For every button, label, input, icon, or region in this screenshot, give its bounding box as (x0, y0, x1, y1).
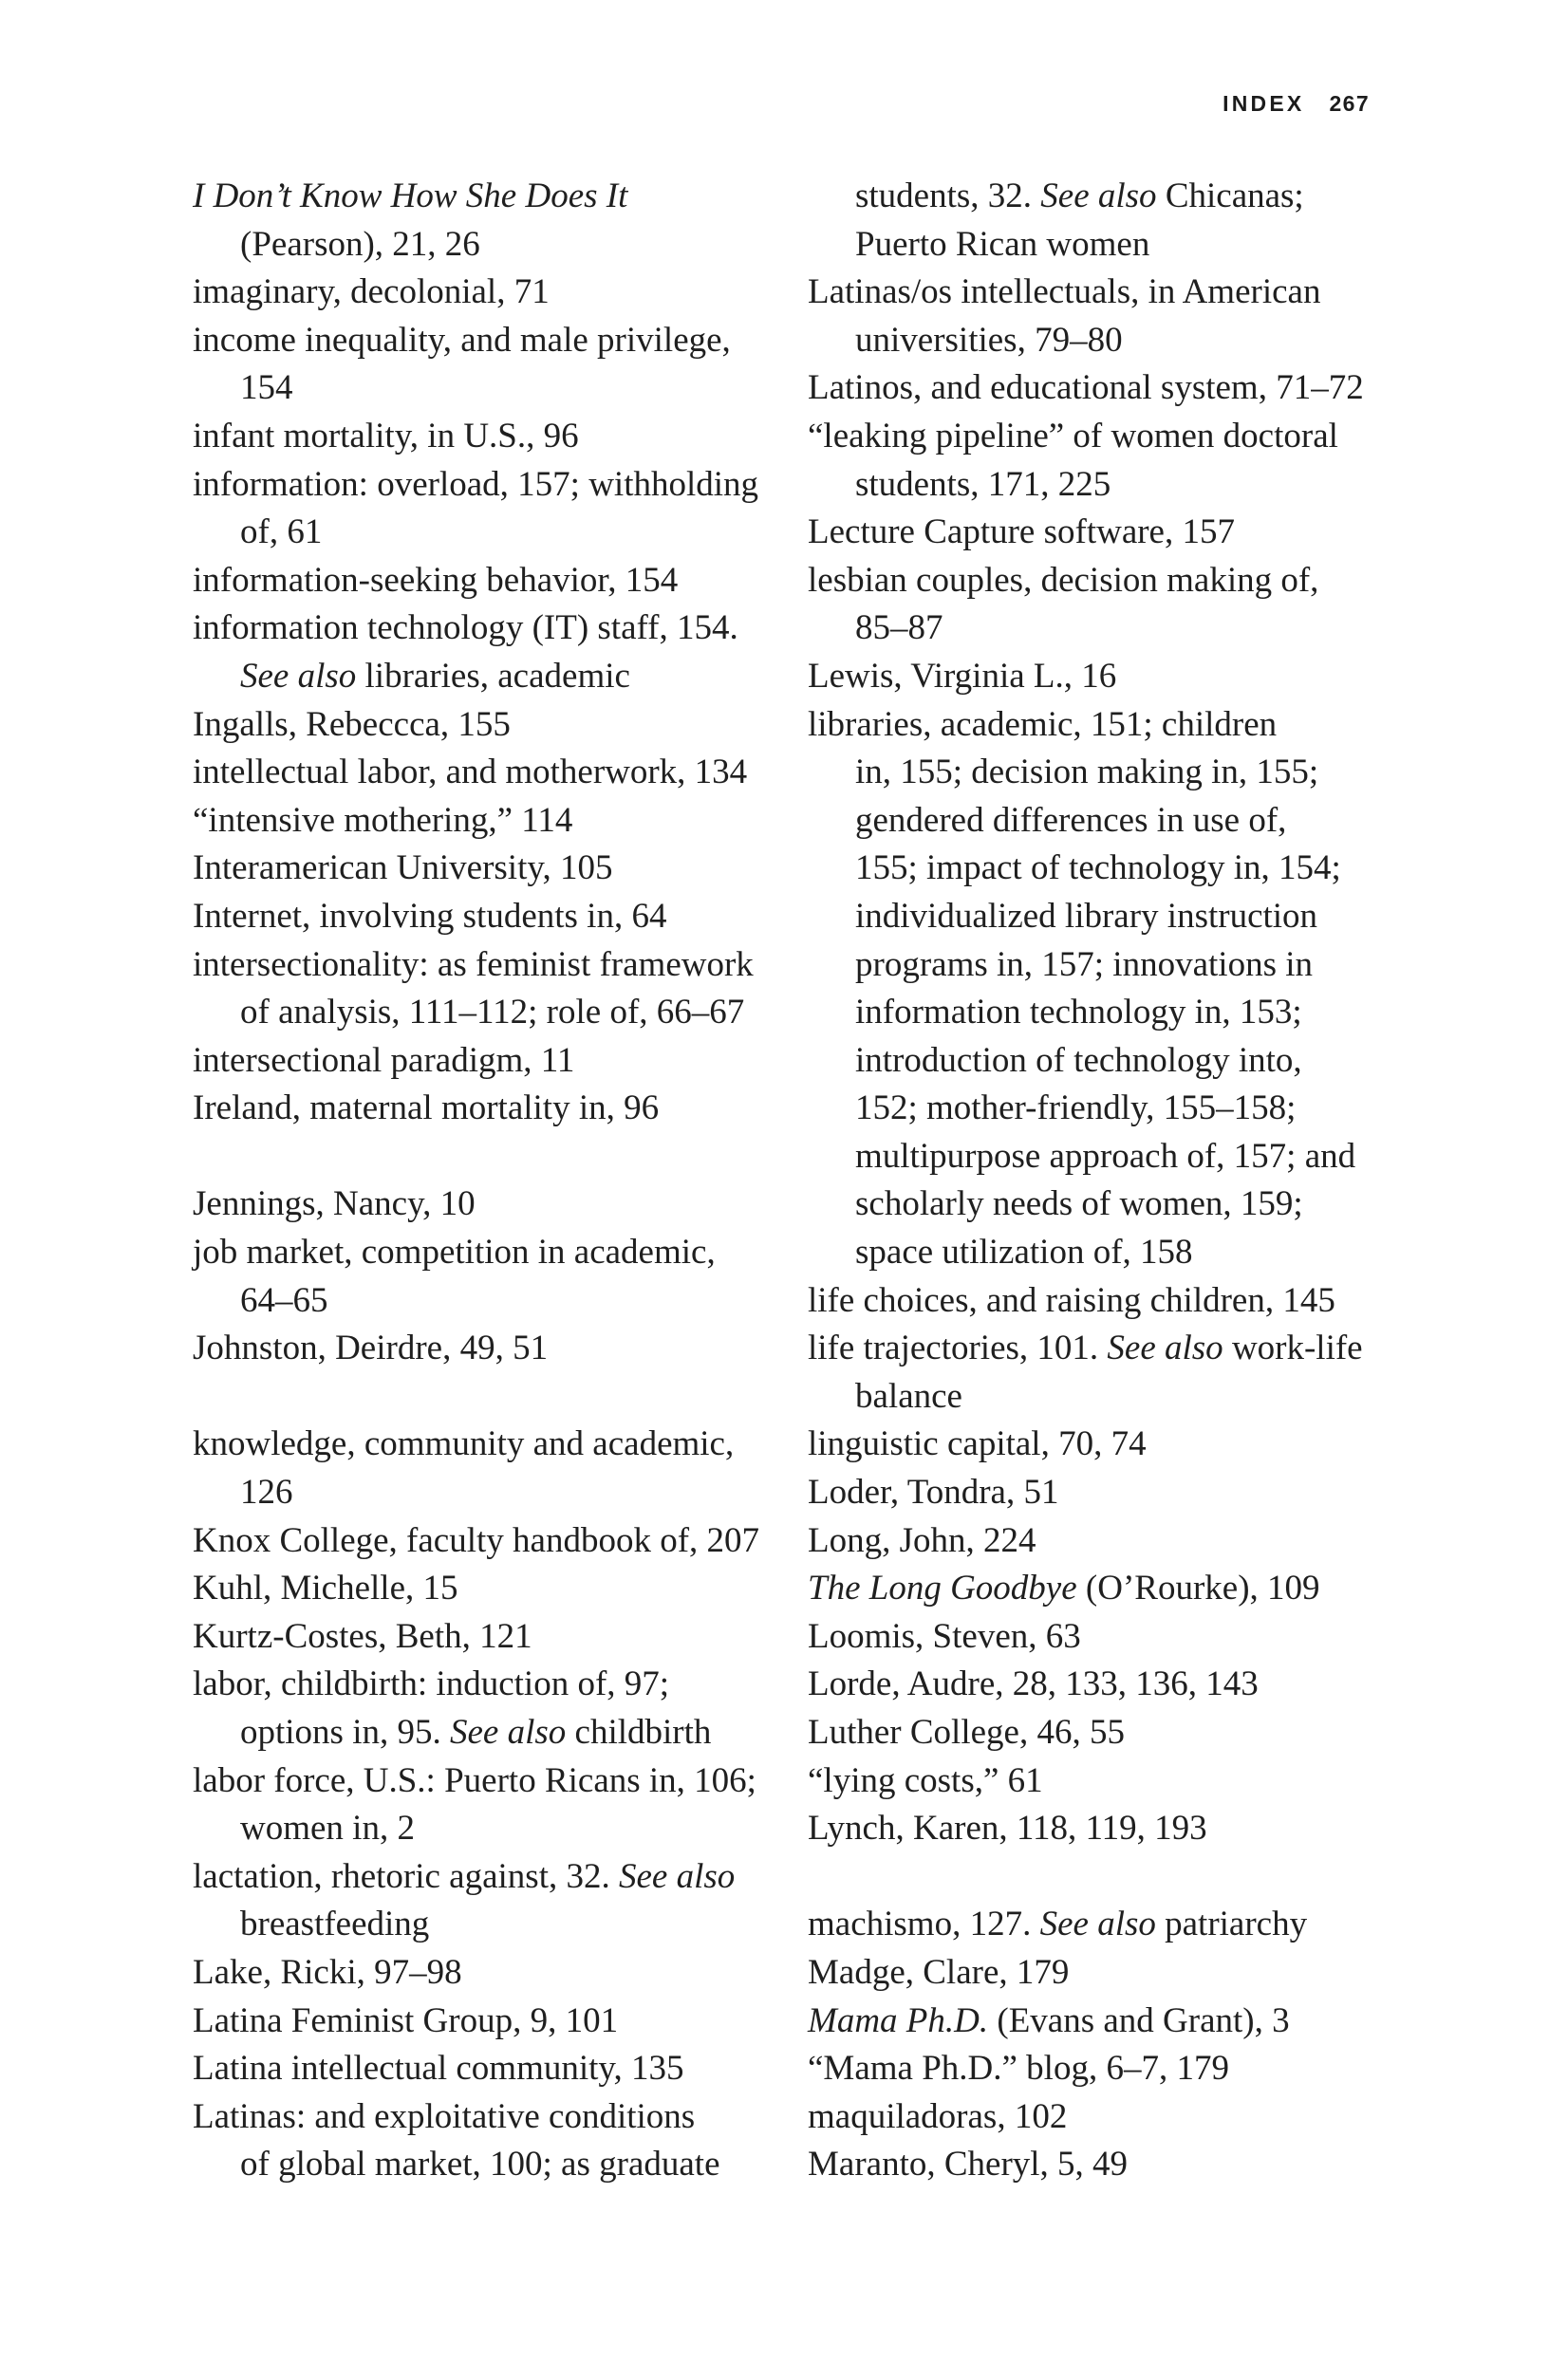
index-line-segment: 126 (240, 1473, 293, 1513)
index-line (193, 2093, 786, 2142)
index-line (808, 1517, 1415, 1566)
index-line (808, 1325, 1415, 1373)
index-line (193, 1949, 786, 1998)
index-line-segment: Knox College, faculty handbook of, 207 (193, 1520, 760, 1560)
index-line-segment: Latinos, and educational system, 71–72 (808, 368, 1364, 408)
index-line-segment: Loomis, Steven, 63 (808, 1616, 1081, 1656)
index-line-segment: income inequality, and male privilege, (193, 320, 731, 360)
index-line-segment-italic: See also (1107, 1329, 1223, 1368)
index-line (808, 701, 1415, 750)
index-line (193, 1469, 786, 1517)
index-line (193, 1421, 786, 1469)
index-line (808, 1469, 1415, 1517)
index-line (193, 1661, 786, 1709)
index-line-segment: libraries, academic, 151; children (808, 704, 1278, 744)
index-line-segment: of, 61 (240, 512, 323, 552)
index-line-segment-italic: See also (619, 1856, 736, 1896)
index-line-segment: maquiladoras, 102 (808, 2096, 1068, 2136)
index-line-segment: individualized library instruction (855, 896, 1318, 936)
index-line-segment: work-life (1223, 1329, 1363, 1368)
index-line (808, 1949, 1415, 1998)
running-head-title: INDEX (1223, 91, 1305, 116)
index-line (808, 1565, 1415, 1613)
index-line (193, 941, 786, 990)
index-line (193, 653, 786, 701)
index-line (193, 749, 786, 797)
index-line-segment: of global market, 100; as graduate (240, 2145, 720, 2185)
index-line-segment: knowledge, community and academic, (193, 1424, 735, 1464)
index-line-segment: students, 32. (855, 177, 1041, 215)
index-line-segment: Jennings, Nancy, 10 (193, 1184, 476, 1224)
index-line (808, 1757, 1415, 1806)
index-line (808, 1709, 1415, 1757)
index-line (193, 413, 786, 461)
index-line (193, 893, 786, 941)
index-line-segment: breastfeeding (240, 1905, 430, 1944)
index-line-segment: (O’Rourke), 109 (1076, 1569, 1320, 1608)
index-line-segment: labor, childbirth: induction of, 97; (193, 1664, 670, 1704)
index-line (193, 1709, 786, 1757)
index-line-segment: Madge, Clare, 179 (808, 1952, 1070, 1992)
index-line-segment: Ingalls, Rebeccca, 155 (193, 704, 511, 744)
index-line (808, 989, 1415, 1037)
index-line (193, 1757, 786, 1806)
index-line-segment: Lake, Ricki, 97–98 (193, 1952, 462, 1992)
index-line-segment: Johnston, Deirdre, 49, 51 (193, 1329, 549, 1368)
index-line (808, 1229, 1415, 1277)
index-line (808, 1805, 1415, 1853)
index-line-segment: Lorde, Audre, 28, 133, 136, 143 (808, 1664, 1259, 1704)
index-line-segment: women in, 2 (240, 1809, 415, 1849)
index-line-segment-italic: I Don’t Know How She Does It (193, 177, 628, 215)
index-line-segment: Latinas: and exploitative conditions (193, 2096, 696, 2136)
index-line-segment: (Pearson), 21, 26 (240, 224, 480, 264)
index-line-segment: students, 171, 225 (855, 464, 1111, 504)
index-line-segment-italic: See also (1040, 177, 1157, 215)
index-line-segment: libraries, academic (356, 656, 630, 696)
index-line (808, 1133, 1415, 1181)
index-line (193, 1998, 786, 2046)
index-line-segment-italic: See also (450, 1713, 567, 1752)
index-line (808, 221, 1415, 270)
index-line (808, 941, 1415, 990)
index-line-segment: Latinas/os intellectuals, in American (808, 272, 1321, 312)
index-line-segment: Luther College, 46, 55 (808, 1713, 1125, 1752)
index-line-segment: options in, 95. (240, 1713, 450, 1752)
index-line (808, 1037, 1415, 1086)
index-line-segment: imaginary, decolonial, 71 (193, 272, 550, 312)
index-line (808, 749, 1415, 797)
index-line-segment: childbirth (566, 1713, 712, 1752)
index-line-segment: machismo, 127. (808, 1905, 1040, 1944)
index-line (808, 1613, 1415, 1662)
index-line (193, 1181, 786, 1229)
index-line (193, 1277, 786, 1326)
index-line-segment: “lying costs,” 61 (808, 1760, 1043, 1800)
index-line-segment: “leaking pipeline” of women doctoral (808, 416, 1338, 456)
index-line-segment: job market, competition in academic, (193, 1233, 716, 1273)
index-column-left (193, 173, 786, 2189)
page-number: 267 (1329, 91, 1370, 116)
index-line-segment: Maranto, Cheryl, 5, 49 (808, 2145, 1129, 2185)
index-line (808, 2141, 1415, 2189)
index-line-segment: programs in, 157; innovations in (855, 944, 1313, 984)
index-line (808, 1181, 1415, 1229)
index-line (808, 173, 1415, 221)
index-line (193, 364, 786, 413)
index-line (808, 893, 1415, 941)
index-line-segment: linguistic capital, 70, 74 (808, 1424, 1147, 1464)
index-line (808, 1277, 1415, 1326)
index-column-right (808, 173, 1415, 2189)
page-header (1223, 91, 1370, 117)
index-line (193, 1517, 786, 1566)
index-line (808, 557, 1415, 605)
index-line-segment: universities, 79–80 (855, 320, 1123, 360)
index-line-segment: intersectionality: as feminist framework (193, 944, 754, 984)
index-line (193, 1613, 786, 1662)
index-line (193, 221, 786, 270)
index-line-segment: of analysis, 111–112; role of, 66–67 (240, 993, 745, 1032)
index-line (808, 2093, 1415, 2142)
index-line (193, 989, 786, 1037)
index-line (193, 1037, 786, 1086)
index-line (808, 2045, 1415, 2093)
index-line-segment: 155; impact of technology in, 154; (855, 848, 1341, 888)
index-line-segment: scholarly needs of women, 159; (855, 1184, 1303, 1224)
index-line-segment: 154 (240, 368, 293, 408)
index-line-segment: intersectional paradigm, 11 (193, 1040, 575, 1080)
index-line-segment: balance (855, 1376, 962, 1416)
index-line (193, 797, 786, 846)
index-line-segment: intellectual labor, and motherwork, 134 (193, 753, 748, 792)
index-line-segment-italic: The Long Goodbye (808, 1569, 1077, 1608)
index-line-segment: Interamerican University, 105 (193, 848, 613, 888)
index-line-segment: 64–65 (240, 1280, 328, 1320)
index-line (808, 1373, 1415, 1422)
index-line-segment-italic: Mama Ph.D. (808, 2000, 989, 2040)
index-line-segment: labor force, U.S.: Puerto Ricans in, 106; (193, 1760, 756, 1800)
index-line (808, 1901, 1415, 1949)
index-line (193, 1565, 786, 1613)
index-line-segment: Lecture Capture software, 157 (808, 512, 1235, 552)
index-line-segment: Kurtz-Costes, Beth, 121 (193, 1616, 532, 1656)
index-line (808, 1661, 1415, 1709)
index-line (808, 509, 1415, 557)
index-line-segment: 85–87 (855, 608, 943, 648)
index-line (193, 1805, 786, 1853)
index-line-segment: patriarchy (1155, 1905, 1308, 1944)
index-line-segment: information: overload, 157; withholding (193, 464, 759, 504)
index-line (193, 317, 786, 365)
index-line-segment: Puerto Rican women (855, 224, 1150, 264)
index-line (193, 557, 786, 605)
index-line-segment: Ireland, maternal mortality in, 96 (193, 1088, 660, 1128)
index-line (193, 509, 786, 557)
index-line-segment: (Evans and Grant), 3 (988, 2000, 1290, 2040)
index-line (193, 1085, 786, 1133)
index-line (193, 845, 786, 893)
index-line-segment: space utilization of, 158 (855, 1233, 1193, 1273)
index-line-segment: Long, John, 224 (808, 1520, 1036, 1560)
index-line (193, 604, 786, 653)
index-line (193, 2141, 786, 2189)
index-line (193, 2045, 786, 2093)
index-line (193, 1229, 786, 1277)
index-line (808, 1998, 1415, 2046)
index-line (193, 269, 786, 317)
index-line-segment: lesbian couples, decision making of, (808, 560, 1319, 600)
index-line-segment: Internet, involving students in, 64 (193, 896, 667, 936)
index-line (193, 461, 786, 510)
index-line (808, 797, 1415, 846)
index-line-segment: Latina intellectual community, 135 (193, 2049, 684, 2089)
index-line-segment: 152; mother-friendly, 155–158; (855, 1088, 1297, 1128)
index-line-segment: information technology (IT) staff, 154. (193, 608, 738, 648)
index-line (808, 461, 1415, 510)
index-line-segment: Lynch, Karen, 118, 119, 193 (808, 1809, 1207, 1849)
index-line-segment: life choices, and raising children, 145 (808, 1280, 1335, 1320)
index-line (808, 1085, 1415, 1133)
index-line (193, 173, 786, 221)
index-line-segment-italic: See also (1039, 1905, 1156, 1944)
index-line (808, 1421, 1415, 1469)
index-line-segment-italic: See also (240, 656, 357, 696)
index-line-segment: life trajectories, 101. (808, 1329, 1108, 1368)
index-line-segment: in, 155; decision making in, 155; (855, 753, 1319, 792)
index-line (808, 413, 1415, 461)
index-line (193, 1325, 786, 1373)
index-line (808, 317, 1415, 365)
index-line-segment: Lewis, Virginia L., 16 (808, 656, 1117, 696)
index-line-segment: Kuhl, Michelle, 15 (193, 1569, 458, 1608)
index-line (193, 1853, 786, 1902)
index-line (808, 653, 1415, 701)
index-line-segment: introduction of technology into, (855, 1040, 1302, 1080)
index-line-segment: Chicanas; (1156, 177, 1304, 215)
index-line-segment: gendered differences in use of, (855, 800, 1287, 840)
index-line-segment: Latina Feminist Group, 9, 101 (193, 2000, 619, 2040)
index-line-segment: information-seeking behavior, 154 (193, 560, 679, 600)
index-line-segment: infant mortality, in U.S., 96 (193, 416, 579, 456)
index-line-segment: information technology in, 153; (855, 993, 1302, 1032)
index-line (193, 701, 786, 750)
index-line (808, 604, 1415, 653)
index-line-segment: multipurpose approach of, 157; and (855, 1136, 1356, 1176)
index-line-segment: lactation, rhetoric against, 32. (193, 1856, 619, 1896)
index-line-segment: “intensive mothering,” 114 (193, 800, 573, 840)
index-line-segment: Loder, Tondra, 51 (808, 1473, 1059, 1513)
index-line (808, 364, 1415, 413)
index-line (808, 845, 1415, 893)
index-line (808, 269, 1415, 317)
index-line (193, 1901, 786, 1949)
index-line-segment: “Mama Ph.D.” blog, 6–7, 179 (808, 2049, 1229, 2089)
